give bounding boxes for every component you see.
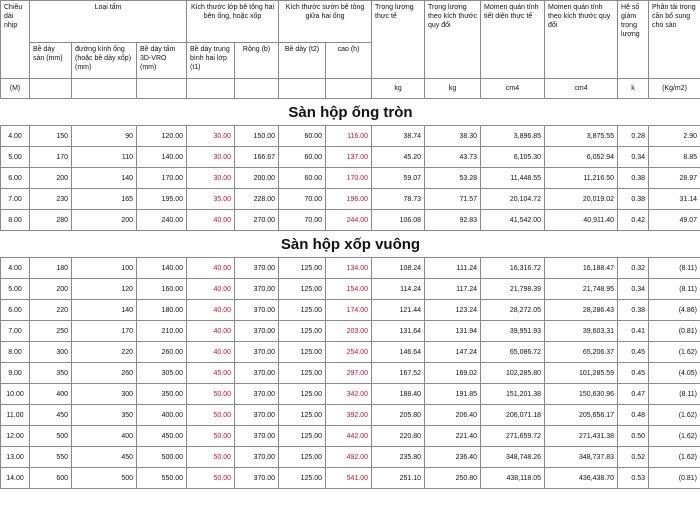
table-cell: 0.47 xyxy=(618,384,649,405)
table-cell: 125.00 xyxy=(279,363,326,384)
table-row xyxy=(1,342,700,363)
unit-blank xyxy=(30,79,72,99)
table-cell: (4.05) xyxy=(649,363,700,384)
table-cell: 220 xyxy=(30,300,72,321)
table-cell: 7.00 xyxy=(1,321,30,342)
table-cell: 92.83 xyxy=(425,210,481,231)
header-suon: Kích thước sườn bê tông giữa hai ống xyxy=(279,1,372,43)
table-cell: 21,748.95 xyxy=(545,279,618,300)
table-cell: 70.00 xyxy=(279,189,326,210)
table-cell: 170.00 xyxy=(326,168,372,189)
table-cell: 60.00 xyxy=(279,126,326,147)
table-cell: 30.00 xyxy=(187,168,235,189)
table-row xyxy=(1,384,700,405)
table-cell: 125.00 xyxy=(279,279,326,300)
table-cell: 300 xyxy=(72,384,137,405)
table-cell: 140.00 xyxy=(137,258,187,279)
table-cell: 436,438.70 xyxy=(545,468,618,489)
table-cell: 125.00 xyxy=(279,468,326,489)
table-cell: 195.00 xyxy=(137,189,187,210)
table-cell: 11,216.50 xyxy=(545,168,618,189)
table-cell: 40.00 xyxy=(187,279,235,300)
table-cell: 4.00 xyxy=(1,258,30,279)
table-cell: 123.24 xyxy=(425,300,481,321)
table-cell: 240.00 xyxy=(137,210,187,231)
unit-m: (M) xyxy=(1,79,30,99)
table-cell: 0.32 xyxy=(618,258,649,279)
table-cell: 0.52 xyxy=(618,447,649,468)
table-cell: 5.00 xyxy=(1,147,30,168)
header-duong-kinh: đường kính ống (hoặc bề dày xốp) (mm) xyxy=(72,43,137,79)
table-row xyxy=(1,405,700,426)
table-cell: 236.40 xyxy=(425,447,481,468)
table-cell: 125.00 xyxy=(279,321,326,342)
table-cell: 438,118.05 xyxy=(481,468,545,489)
table-cell: 205,656.17 xyxy=(545,405,618,426)
table-cell: (1.62) xyxy=(649,426,700,447)
table-cell: 50.00 xyxy=(187,405,235,426)
header-span: Chiều dài nhịp xyxy=(1,1,30,79)
table-cell: 53.28 xyxy=(425,168,481,189)
table-cell: 146.64 xyxy=(372,342,425,363)
table-cell: 28.97 xyxy=(649,168,700,189)
unit-blank xyxy=(235,79,279,99)
table-cell: 210.00 xyxy=(137,321,187,342)
table-cell: 147.24 xyxy=(425,342,481,363)
table-cell: 450 xyxy=(72,447,137,468)
table-row xyxy=(1,468,700,489)
table-cell: 550.00 xyxy=(137,468,187,489)
table-cell: 41,542.00 xyxy=(481,210,545,231)
table-cell: 220.80 xyxy=(372,426,425,447)
header-momen-quy-doi: Momen quán tính theo kích thước quy đổi xyxy=(545,1,618,79)
table-cell: 150.00 xyxy=(235,126,279,147)
table-cell: 20,019.02 xyxy=(545,189,618,210)
table-cell: 65,206.37 xyxy=(545,342,618,363)
table-cell: 6.00 xyxy=(1,168,30,189)
table-cell: 125.00 xyxy=(279,426,326,447)
table-cell: 0.38 xyxy=(618,168,649,189)
table-cell: 8.85 xyxy=(649,147,700,168)
table-cell: 174.00 xyxy=(326,300,372,321)
table-cell: 120 xyxy=(72,279,137,300)
table-cell: 270.00 xyxy=(235,210,279,231)
table-cell: 200.00 xyxy=(235,168,279,189)
unit-blank xyxy=(137,79,187,99)
unit-blank xyxy=(326,79,372,99)
table-cell: 166.67 xyxy=(235,147,279,168)
table-cell: 370.00 xyxy=(235,447,279,468)
table-cell: 6,105.30 xyxy=(481,147,545,168)
table-cell: 38.30 xyxy=(425,126,481,147)
table-cell: 125.00 xyxy=(279,342,326,363)
table-cell: 7.00 xyxy=(1,189,30,210)
table-cell: 244.00 xyxy=(326,210,372,231)
table-cell: 125.00 xyxy=(279,405,326,426)
header-be-day-tb: Bề dày trung bình hai lớp (t1) xyxy=(187,43,235,79)
table-cell: 114.24 xyxy=(372,279,425,300)
table-cell: 350 xyxy=(30,363,72,384)
table-cell: 188.40 xyxy=(372,384,425,405)
table-cell: 121.44 xyxy=(372,300,425,321)
table-cell: 196.00 xyxy=(326,189,372,210)
table-cell: 305.00 xyxy=(137,363,187,384)
table-cell: 541.00 xyxy=(326,468,372,489)
table-cell: 220 xyxy=(72,342,137,363)
table-cell: 260.00 xyxy=(137,342,187,363)
table-cell: 500 xyxy=(72,468,137,489)
table-cell: 235.80 xyxy=(372,447,425,468)
table-cell: 0.50 xyxy=(618,426,649,447)
table-cell: 50.00 xyxy=(187,384,235,405)
header-cao: cao (h) xyxy=(326,43,372,79)
table-cell: 350 xyxy=(72,405,137,426)
table-cell: 492.00 xyxy=(326,447,372,468)
table-cell: 228.00 xyxy=(235,189,279,210)
table-cell: 59.07 xyxy=(372,168,425,189)
table-cell: 169.02 xyxy=(425,363,481,384)
table-row xyxy=(1,147,700,168)
table-cell: 165 xyxy=(72,189,137,210)
table-cell: 370.00 xyxy=(235,300,279,321)
table-cell: 125.00 xyxy=(279,258,326,279)
table-cell: 12.00 xyxy=(1,426,30,447)
table-cell: 450 xyxy=(30,405,72,426)
table-cell: 6.00 xyxy=(1,300,30,321)
table-cell: 137.00 xyxy=(326,147,372,168)
table-cell: (0.81) xyxy=(649,468,700,489)
table-cell: 2.90 xyxy=(649,126,700,147)
table-cell: 297.00 xyxy=(326,363,372,384)
table-cell: 30.00 xyxy=(187,147,235,168)
table-cell: 40.00 xyxy=(187,321,235,342)
table-cell: 170 xyxy=(30,147,72,168)
table-cell: 140 xyxy=(72,300,137,321)
table-cell: 400.00 xyxy=(137,405,187,426)
table-cell: (1.62) xyxy=(649,405,700,426)
table-row xyxy=(1,168,700,189)
table-cell: (1.62) xyxy=(649,342,700,363)
table-cell: 21,798.39 xyxy=(481,279,545,300)
table-cell: 300 xyxy=(30,342,72,363)
table-cell: 120.00 xyxy=(137,126,187,147)
header-trong-luong-quy-doi: Trọng lượng theo kích thước quy đổi xyxy=(425,1,481,79)
table-cell: 60.00 xyxy=(279,168,326,189)
table-cell: 370.00 xyxy=(235,279,279,300)
header-trong-luong-thuc-te: Trọng lượng thực tế xyxy=(372,1,425,79)
table-cell: 370.00 xyxy=(235,321,279,342)
table-cell: 5.00 xyxy=(1,279,30,300)
table-cell: 392.00 xyxy=(326,405,372,426)
header-be-day-tam: Bề dày tấm 3D-VRO (mm) xyxy=(137,43,187,79)
table-cell: 170 xyxy=(72,321,137,342)
table-cell: (4.86) xyxy=(649,300,700,321)
table-row xyxy=(1,447,700,468)
table-cell: 101,285.59 xyxy=(545,363,618,384)
table-cell: 45.20 xyxy=(372,147,425,168)
table-cell: 39,951.93 xyxy=(481,321,545,342)
table-cell: 500 xyxy=(30,426,72,447)
unit-blank xyxy=(279,79,326,99)
table-cell: 16,316.72 xyxy=(481,258,545,279)
table-cell: 50.00 xyxy=(187,447,235,468)
table-cell: 50.00 xyxy=(187,468,235,489)
table-cell: 370.00 xyxy=(235,258,279,279)
table-cell: 154.00 xyxy=(326,279,372,300)
table-cell: 49.07 xyxy=(649,210,700,231)
table-cell: 31.14 xyxy=(649,189,700,210)
table-cell: 271,431.38 xyxy=(545,426,618,447)
table-cell: 134.00 xyxy=(326,258,372,279)
table-cell: 131.94 xyxy=(425,321,481,342)
table-cell: 8.00 xyxy=(1,210,30,231)
table-cell: 400 xyxy=(72,426,137,447)
table-cell: 13.00 xyxy=(1,447,30,468)
table-cell: 28,272.05 xyxy=(481,300,545,321)
table-cell: 40.00 xyxy=(187,342,235,363)
table-cell: 65,086.72 xyxy=(481,342,545,363)
table-cell: 370.00 xyxy=(235,363,279,384)
table-cell: 70.00 xyxy=(279,210,326,231)
table-cell: 200 xyxy=(72,210,137,231)
table-cell: 100 xyxy=(72,258,137,279)
table-row xyxy=(1,363,700,384)
table-cell: 280 xyxy=(30,210,72,231)
table-cell: 40.00 xyxy=(187,210,235,231)
table-cell: 35.00 xyxy=(187,189,235,210)
table-cell: (8.11) xyxy=(649,279,700,300)
table-cell: 60.00 xyxy=(279,147,326,168)
table-cell: 250 xyxy=(30,321,72,342)
table-cell: 108.24 xyxy=(372,258,425,279)
unit-blank xyxy=(187,79,235,99)
unit-kg: kg xyxy=(372,79,425,99)
table-cell: 254.00 xyxy=(326,342,372,363)
table-cell: 170.00 xyxy=(137,168,187,189)
table-cell: 3,896.85 xyxy=(481,126,545,147)
table-cell: 140 xyxy=(72,168,137,189)
table-cell: 8.00 xyxy=(1,342,30,363)
table-cell: 200 xyxy=(30,168,72,189)
table-cell: 43.73 xyxy=(425,147,481,168)
header-loai-tam: Loại tấm xyxy=(30,1,187,43)
table-cell: 106.08 xyxy=(372,210,425,231)
table-cell: 250.80 xyxy=(425,468,481,489)
table-cell: 110 xyxy=(72,147,137,168)
table-cell: 30.00 xyxy=(187,126,235,147)
table-cell: 71.57 xyxy=(425,189,481,210)
header-rong: Rộng (b) xyxy=(235,43,279,79)
table-row xyxy=(1,258,700,279)
header-lop-be-tong: Kích thước lớp bê tông hai bên ống, hoặc xốp xyxy=(187,1,279,43)
section-title: Sàn hộp xốp vuông xyxy=(1,231,700,258)
table-cell: 111.24 xyxy=(425,258,481,279)
table-cell: 38.74 xyxy=(372,126,425,147)
table-cell: 0.48 xyxy=(618,405,649,426)
table-row xyxy=(1,300,700,321)
table-cell: 191.85 xyxy=(425,384,481,405)
table-cell: 10.00 xyxy=(1,384,30,405)
unit-k: k xyxy=(618,79,649,99)
table-cell: 125.00 xyxy=(279,384,326,405)
table-cell: (1.62) xyxy=(649,447,700,468)
table-cell: 205.80 xyxy=(372,405,425,426)
table-cell: 6,052.94 xyxy=(545,147,618,168)
table-cell: 40.00 xyxy=(187,300,235,321)
unit-cm4: cm4 xyxy=(545,79,618,99)
table-cell: 0.42 xyxy=(618,210,649,231)
table-cell: 400 xyxy=(30,384,72,405)
table-cell: 203.00 xyxy=(326,321,372,342)
header-he-so: Hệ số giảm trọng lượng xyxy=(618,1,649,79)
table-cell: 14.00 xyxy=(1,468,30,489)
table-cell: 370.00 xyxy=(235,384,279,405)
table-cell: 140.00 xyxy=(137,147,187,168)
table-cell: 180 xyxy=(30,258,72,279)
table-cell: 45.00 xyxy=(187,363,235,384)
table-cell: 150,630.96 xyxy=(545,384,618,405)
unit-cm4: cm4 xyxy=(481,79,545,99)
table-cell: 271,659.72 xyxy=(481,426,545,447)
table-cell: 260 xyxy=(72,363,137,384)
header-phan-tai: Phân tải trọng cần bổ sung cho sàn xyxy=(649,1,700,79)
table-row xyxy=(1,189,700,210)
table-cell: 160.00 xyxy=(137,279,187,300)
table-cell: 167.52 xyxy=(372,363,425,384)
table-cell: 0.41 xyxy=(618,321,649,342)
table-cell: 370.00 xyxy=(235,342,279,363)
table-row xyxy=(1,210,700,231)
table-cell: (0.81) xyxy=(649,321,700,342)
header-be-day-t2: Bề dày (t2) xyxy=(279,43,326,79)
table-cell: 78.73 xyxy=(372,189,425,210)
table-cell: 40,911.40 xyxy=(545,210,618,231)
table-cell: 251.10 xyxy=(372,468,425,489)
table-cell: 4.00 xyxy=(1,126,30,147)
table-cell: 348,748.26 xyxy=(481,447,545,468)
table-row xyxy=(1,126,700,147)
table-cell: 206,071.18 xyxy=(481,405,545,426)
table-cell: 11.00 xyxy=(1,405,30,426)
table-cell: 3,875.55 xyxy=(545,126,618,147)
unit-blank xyxy=(72,79,137,99)
unit-kg: kg xyxy=(425,79,481,99)
table-cell: 0.34 xyxy=(618,279,649,300)
table-cell: 11,448.55 xyxy=(481,168,545,189)
table-row xyxy=(1,426,700,447)
table-cell: 370.00 xyxy=(235,468,279,489)
table-cell: 117.24 xyxy=(425,279,481,300)
table-cell: 0.38 xyxy=(618,189,649,210)
table-cell: 151,201.38 xyxy=(481,384,545,405)
table-cell: 0.34 xyxy=(618,147,649,168)
table-cell: 550 xyxy=(30,447,72,468)
table-cell: 200 xyxy=(30,279,72,300)
table-cell: 40.00 xyxy=(187,258,235,279)
table-cell: 28,286.43 xyxy=(545,300,618,321)
table-cell: 102,285.80 xyxy=(481,363,545,384)
table-cell: 0.53 xyxy=(618,468,649,489)
table-cell: (8.11) xyxy=(649,384,700,405)
table-cell: 20,104.72 xyxy=(481,189,545,210)
table-cell: 500.00 xyxy=(137,447,187,468)
table-cell: 90 xyxy=(72,126,137,147)
table-cell: 206.40 xyxy=(425,405,481,426)
table-cell: 116.00 xyxy=(326,126,372,147)
table-cell: (8.11) xyxy=(649,258,700,279)
table-cell: 450.00 xyxy=(137,426,187,447)
table-row xyxy=(1,321,700,342)
table-cell: 0.45 xyxy=(618,363,649,384)
table-cell: 125.00 xyxy=(279,447,326,468)
table-cell: 9.00 xyxy=(1,363,30,384)
table-cell: 350.00 xyxy=(137,384,187,405)
table-cell: 348,737.83 xyxy=(545,447,618,468)
table-cell: 230 xyxy=(30,189,72,210)
table-cell: 131.64 xyxy=(372,321,425,342)
table-cell: 125.00 xyxy=(279,300,326,321)
table-cell: 442.00 xyxy=(326,426,372,447)
table-cell: 39,603.31 xyxy=(545,321,618,342)
table-cell: 600 xyxy=(30,468,72,489)
table-row xyxy=(1,279,700,300)
header-momen-thuc-te: Momen quán tính tiết diện thực tế xyxy=(481,1,545,79)
table-cell: 0.38 xyxy=(618,300,649,321)
table-cell: 16,188.47 xyxy=(545,258,618,279)
table-cell: 221.40 xyxy=(425,426,481,447)
table-cell: 0.45 xyxy=(618,342,649,363)
section-title: Sàn hộp ống tròn xyxy=(1,99,700,126)
unit-kgm2: (Kg/m2) xyxy=(649,79,700,99)
table-cell: 50.00 xyxy=(187,426,235,447)
table-cell: 150 xyxy=(30,126,72,147)
table-cell: 370.00 xyxy=(235,405,279,426)
table-cell: 0.28 xyxy=(618,126,649,147)
table-cell: 370.00 xyxy=(235,426,279,447)
header-be-day-san: Bề dày sàn (mm) xyxy=(30,43,72,79)
table-cell: 342.00 xyxy=(326,384,372,405)
table-cell: 180.00 xyxy=(137,300,187,321)
